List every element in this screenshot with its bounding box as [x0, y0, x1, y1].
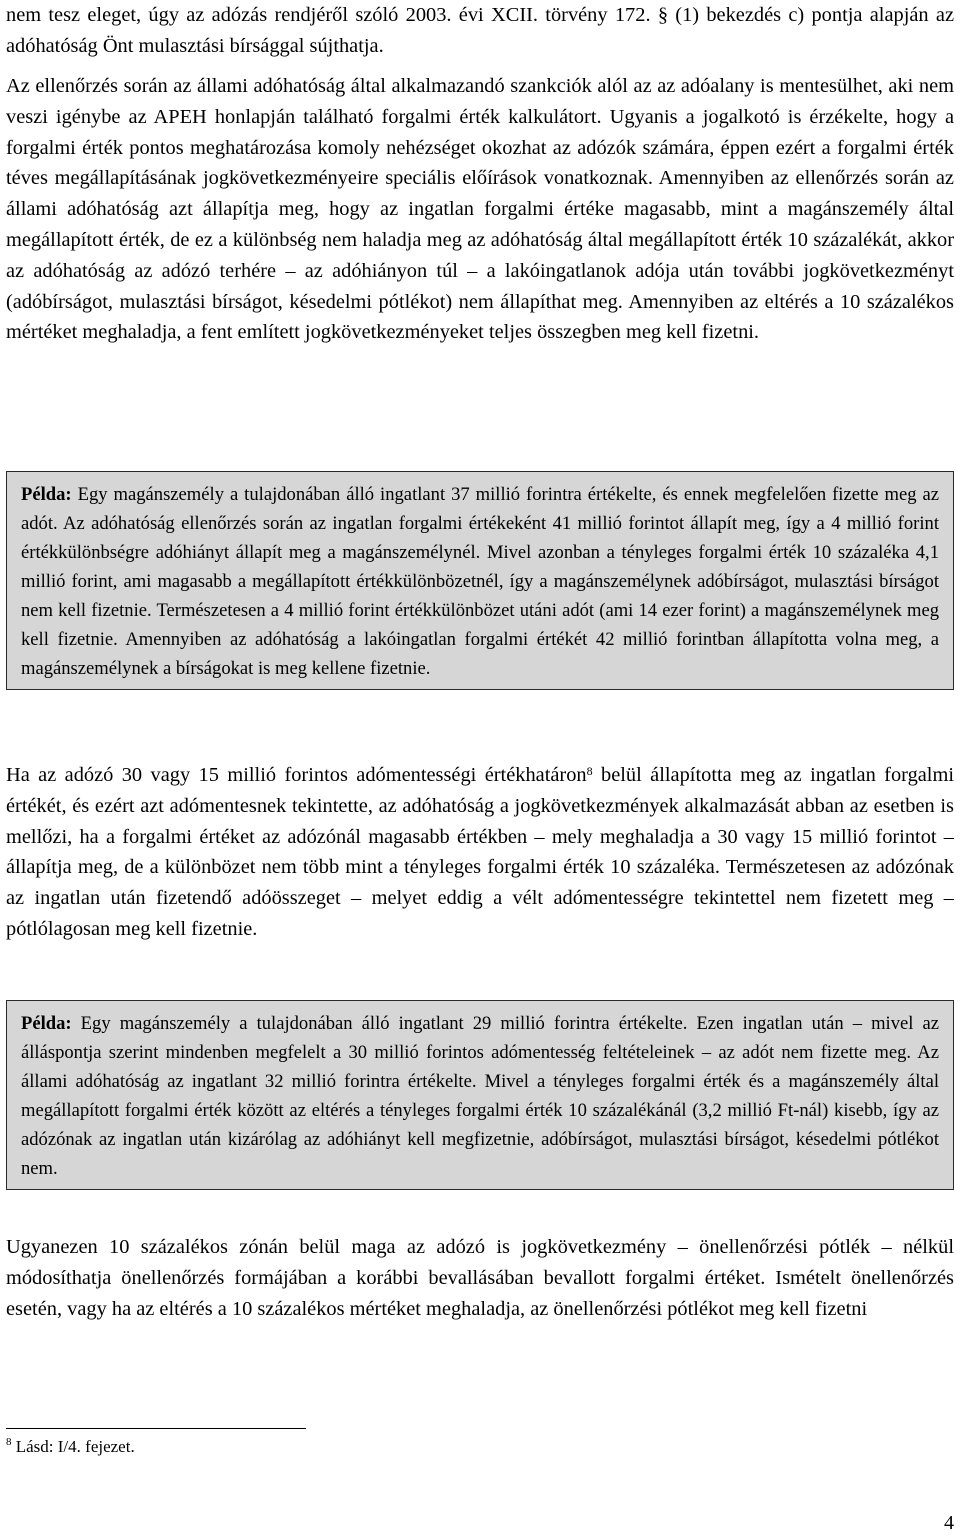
page-number: 4 — [944, 1512, 954, 1534]
paragraph-4: Ugyanezen 10 százalékos zónán belül maga az adózó is jogkövetkezmény – önellenőrzési pótlék – nélkül módosíthatja önellenőrzés formájában a korábbi bevallásában bevallott forgalmi értéket. Ismételt önellenőrzés esetén, vagy ha az eltérés a 10 százalékos mértéket meghaladja, az önellenőrzési pótlékot meg kell fizetni — [6, 1236, 954, 1320]
footnote-separator — [6, 1428, 306, 1429]
example-text: Egy magánszemély a tulajdonában álló ingatlant 37 millió forintra értékelte, és ennek megfelelően fizette meg az adót. Az adóhatóság ellenőrzés során az ingatlan forgalmi értékeként 41 millió forintot állapít meg, így a 4 millió forint értékkülönbségre adóhiányt állapít meg a magánszemélynél. Mivel azonban a tényleges forgalmi érték 10 százaléka 4,1 millió forint, ami magasabb a megállapított értékkülönbözetnél, így a magánszemélynek adóbírságot, mulasztási bírságot nem kell fizetnie. Természetesen a 4 millió forint értékkülönbözet utáni adót (ami 14 ezer forint) a magánszemélynek meg kell fizetnie. Amennyiben az adóhatóság a lakóingatlan forgalmi értékét 42 millió forintban állapította volna meg, a magánszemélynek a bírságokat is meg kellene fizetnie. — [21, 484, 939, 679]
example-box-2 — [6, 1000, 954, 1190]
example-text: Egy magánszemély a tulajdonában álló ingatlant 29 millió forintra értékelte. Ezen ingatlan után – mivel az álláspontja szerint mindenben megfelelt a 30 millió forintos adómentesség feltételeinek – az adót nem fizette meg. Az állami adóhatóság az ingatlant 32 millió forintra értékelte. Mivel a tényleges forgalmi érték és a magánszemély által megállapított forgalmi érték között az eltérés a tényleges forgalmi érték 10 százalékánál (3,2 millió Ft-nál) kisebb, így az adózónak az ingatlan után kizárólag az adóhiányt kell megfizetnie, adóbírságot, mulasztási bírságot, késedelmi pótlékot nem. — [21, 1013, 939, 1179]
paragraph-block-4 — [6, 1232, 954, 1324]
footnote-reference: 8 — [586, 764, 593, 778]
paragraph-block-3 — [6, 760, 954, 945]
paragraph-3 — [6, 760, 954, 945]
paragraph-1: nem tesz eleget, úgy az adózás rendjéről szóló 2003. évi XCII. törvény 172. § (1) bekezdés c) pontja alapján az adóhatóság Önt mulasztási bírsággal sújthatja. — [6, 4, 954, 57]
paragraph-3-after: belül állapította meg az ingatlan forgalmi értékét, és ezért azt adómentesnek tekintette, az adóhatóság a jogkövetkezmények alkalmazását abban az esetben is mellőzi, ha a forgalmi értéket az adózónál magasabb értékben – mely meghaladja a 30 vagy 15 millió forintot – állapítja meg, de a különbözet nem több mint a tényleges forgalmi érték 10 százaléka. Természetesen az adózónak az ingatlan után fizetendő adóösszeget – melyet eddig a vélt adómentességre tekintettel nem fizetett meg – pótlólagosan meg kell fizetnie. — [6, 764, 955, 940]
paragraph-2: Az ellenőrzés során az állami adóhatóság által alkalmazandó szankciók alól az az adóalany is mentesülhet, aki nem veszi igénybe az APEH honlapján található forgalmi érték kalkulátort. Ugyanis a jogalkotó is érzékelte, hogy a forgalmi érték pontos meghatározása komoly nehézséget okozhat az adózók számára, éppen ezért a forgalmi érték téves megállapításának jogkövetkezményeire speciális előírások vonatkoznak. Amennyiben az ellenőrzés során az állami adóhatóság azt állapítja meg, hogy az ingatlan forgalmi értéke magasabb, mint a magánszemély által megállapított érték, de ez a különbség nem haladja meg az adóhatóság által megállapított érték 10 százalékát, akkor az adóhatóság az adózó terhére – az adóhiányon túl – a lakóingatlanok adója után további jogkövetkezményt (adóbírságot, mulasztási bírságot, késedelmi pótlékot) nem állapíthat meg. Amennyiben az eltérés a 10 százalékos mértéket meghaladja, a fent említett jogkövetkezményeket teljes összegben meg kell fizetni. — [6, 75, 954, 344]
example-box-1 — [6, 471, 954, 690]
paragraph-continued — [6, 0, 954, 62]
paragraph-3-before: Ha az adózó 30 vagy 15 millió forintos adómentességi értékhatáron — [6, 764, 587, 786]
example-label: Példa: — [21, 1013, 72, 1034]
footnote — [6, 1436, 135, 1460]
paragraph-block — [6, 71, 954, 348]
footnote-text: Lásd: I/4. fejezet. — [11, 1437, 135, 1456]
example-label: Példa: — [21, 484, 72, 505]
footnote-number: 8 — [6, 1436, 12, 1448]
